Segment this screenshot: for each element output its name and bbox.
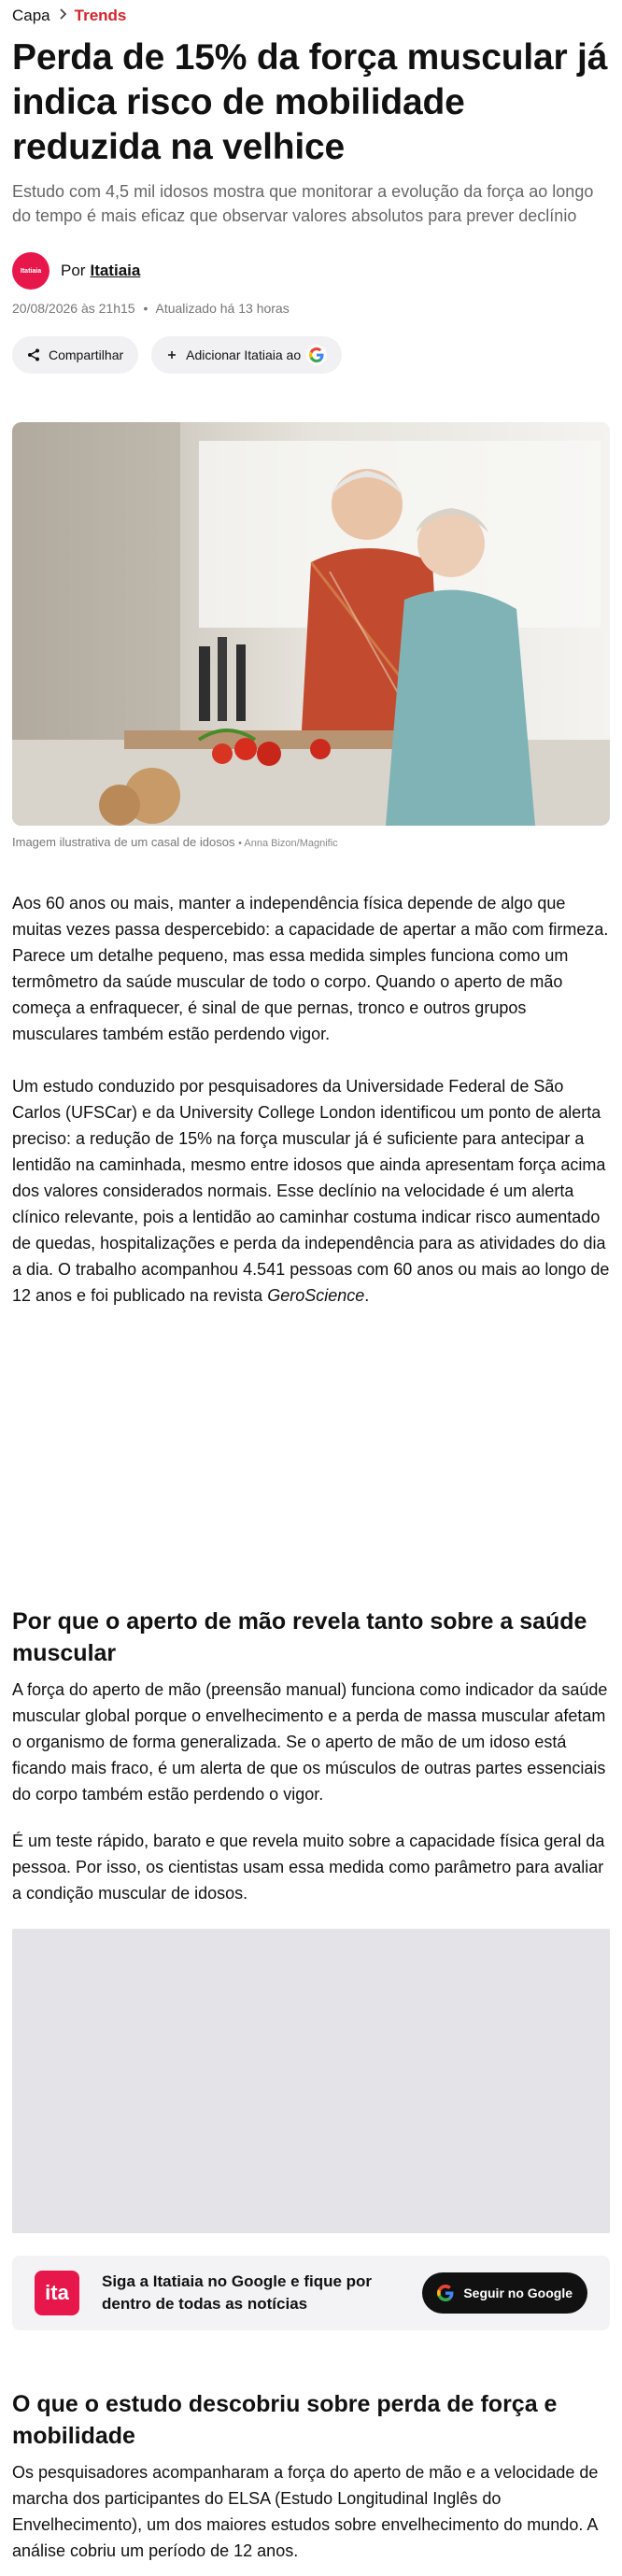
itatiaia-logo-text: ita (45, 2281, 69, 2304)
share-button[interactable] (12, 336, 138, 374)
article-actions (12, 336, 610, 374)
breadcrumb-home-link[interactable]: Capa (12, 7, 50, 24)
article-paragraph-main: Um estudo conduzido por pesquisadores da Universidade Federal de São Carlos (UFSCar) e da University College London identificou um ponto de alerta preciso: a redução de 15% na força muscular já é suficiente para antecipar a lentidão na caminhada, mesmo entre idosos que ainda apresentam força acima dos valores considerados normais. Esse declínio na velocidade é um alerta clínico relevante, pois a lentidão ao caminhar costuma indicar risco aumentado de quedas, hospitalizações e perda da independência para as atividades do dia a dia. O trabalho acompanhou 4.541 pessoas com 60 anos ou mais ao longo de 12 anos e foi publicado na revista (12, 1077, 610, 1305)
plus-icon (166, 349, 177, 361)
article-paragraph: É um teste rápido, barato e que revela muito sobre a capacidade física geral da pessoa. Por isso, os cientistas usam essa medida como parâmetro para avaliar a condição muscular de idosos. (12, 1832, 605, 1903)
add-google-button[interactable] (151, 336, 342, 374)
article-headline: Perda de 15% da força muscular já indica risco de mobilidade reduzida na velhice (12, 37, 608, 167)
date-separator: • (143, 301, 148, 316)
breadcrumb-section-link[interactable]: Trends (74, 7, 127, 24)
article-paragraph: Aos 60 anos ou mais, manter a independência física depende de algo que muitas vezes passa despercebido: a capacidade de apertar a mão com firmeza. Parece um detalhe pequeno, mas essa medida simples funciona como um termômetro da saúde muscular de todo o corpo. Quando o aperto de mão começa a enfraquecer, é sinal de que pernas, tronco e outros grupos musculares também estão perdendo vigor. (12, 894, 609, 1043)
follow-google-button-label: Seguir no Google (463, 2286, 573, 2300)
blank-spacer (12, 1309, 610, 1606)
article-paragraph (12, 1073, 610, 1309)
hero-caption-text: Imagem ilustrativa de um casal de idosos (12, 835, 235, 849)
article-dates (12, 301, 610, 316)
follow-google-text: Siga a Itatiaia no Google e fique por dentro de todas as notícias (102, 2272, 373, 2313)
section-heading: Por que o aperto de mão revela tanto sobre a saúde muscular (12, 1608, 587, 1666)
article-paragraph: A força do aperto de mão (preensão manual) funciona como indicador da saúde muscular global porque o envelhecimento e a perda de massa muscular afetam o organismo de forma generalizada. Se o aperto de mão de um idoso está ficando mais fraco, é um alerta de que os músculos de outras partes essenciais do corpo também estão perdendo o vigor. (12, 1680, 608, 1804)
published-date: 20/08/2026 às 21h15 (12, 301, 135, 316)
article-paragraph-end: . (364, 1286, 370, 1305)
byline (12, 252, 610, 290)
author-avatar-text: Itatiaia (20, 267, 42, 275)
spacer (12, 2233, 610, 2256)
article-subtitle: Estudo com 4,5 mil idosos mostra que monitorar a evolução da força ao longo do tempo é mais eficaz que observar valores absolutos para prever declínio (12, 182, 594, 225)
hero-credit-separator: • (238, 838, 245, 849)
elderly-couple-illustration (12, 422, 610, 826)
itatiaia-logo (35, 2271, 79, 2315)
spacer (12, 2330, 610, 2388)
share-icon (27, 348, 40, 361)
breadcrumb (12, 0, 610, 32)
hero-caption (12, 835, 610, 849)
add-google-label: Adicionar Itatiaia ao (186, 347, 302, 362)
author-avatar[interactable] (12, 252, 49, 290)
section-heading: O que o estudo descobriu sobre perda de força e mobilidade (12, 2391, 558, 2449)
spacer (12, 1906, 610, 1929)
article-paragraph: Os pesquisadores acompanharam a força do aperto de mão e a velocidade de marcha dos participantes do ELSA (Estudo Longitudinal Inglês do Envelhecimento), um dos maiores estudos sobre envelhecimento do mundo. A análise cobriu um período de 12 anos. (12, 2463, 599, 2560)
share-button-label: Compartilhar (49, 347, 124, 362)
google-g-icon (306, 345, 327, 365)
hero-image (12, 422, 610, 826)
byline-prefix: Por (61, 262, 86, 279)
google-g-icon (435, 2283, 456, 2303)
updated-date: Atualizado há 13 horas (155, 301, 290, 316)
author-link[interactable]: Itatiaia (90, 262, 141, 279)
follow-google-button[interactable] (422, 2272, 587, 2314)
chevron-right-icon (58, 7, 67, 24)
hero-credit: Anna Bizon/Magnific (244, 838, 338, 849)
ad-placeholder (12, 1929, 610, 2233)
follow-google-box (12, 2256, 610, 2330)
journal-name: GeroScience (267, 1286, 365, 1305)
